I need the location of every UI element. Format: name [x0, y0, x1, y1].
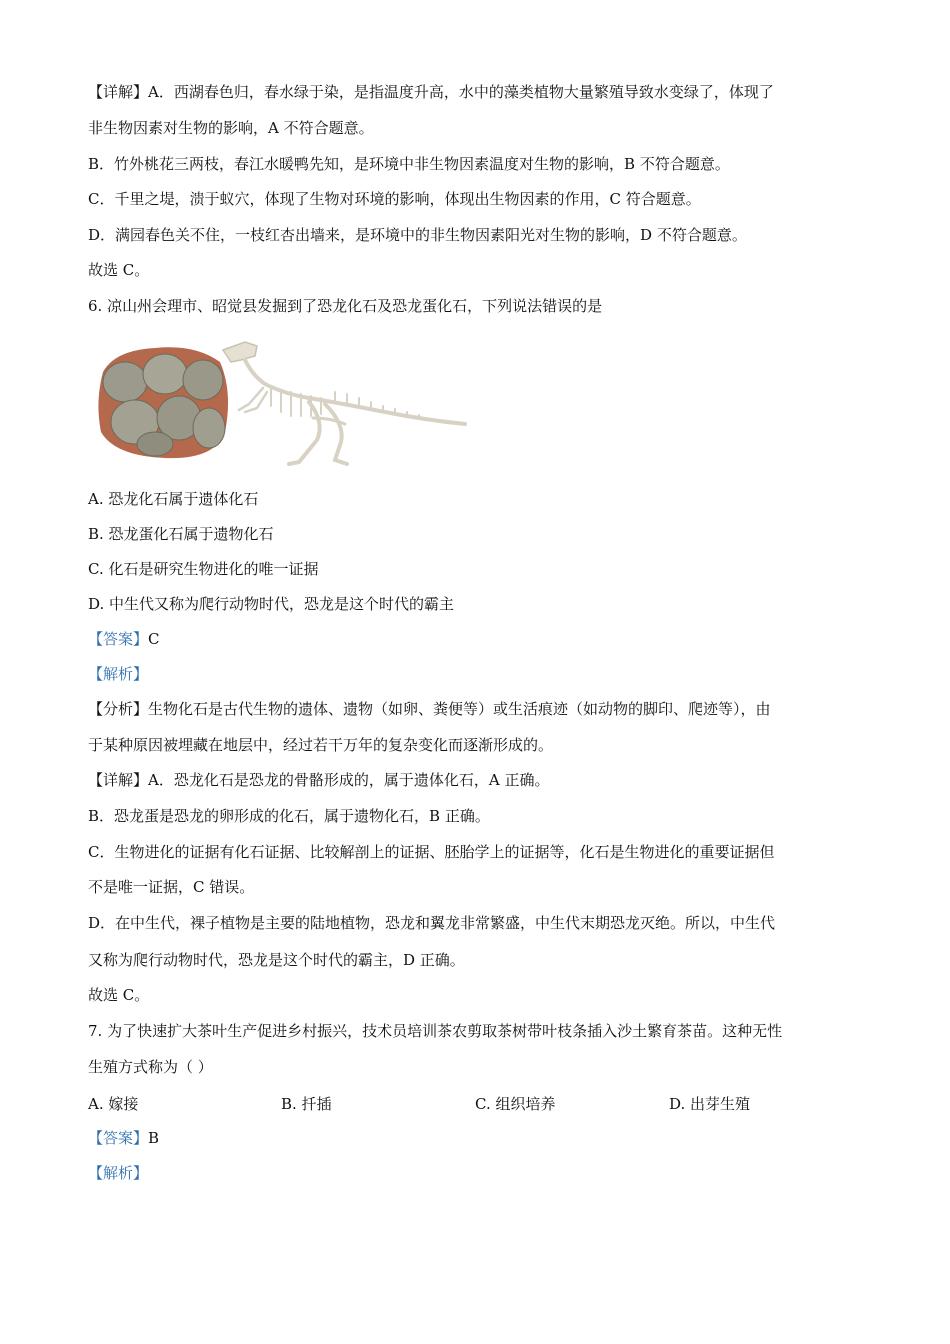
q6-detail-c1: C．生物进化的证据有化石证据、比较解剖上的证据、胚胎学上的证据等，化石是生物进化的重要证据但 [88, 843, 775, 861]
q6-detail-b: B．恐龙蛋是恐龙的卵形成的化石，属于遗物化石，B 正确。 [88, 807, 490, 825]
q7-options [88, 1093, 868, 1113]
q7-option-d: D. 出芽生殖 [669, 1095, 751, 1113]
q7-option-a: A. 嫁接 [88, 1095, 139, 1113]
q6-detail-a: 【详解】A．恐龙化石是恐龙的骨骼形成的，属于遗体化石，A 正确。 [88, 771, 550, 789]
answer-tag: 【答案】 [88, 1129, 149, 1147]
q5-detail-line1: 【详解】A．西湖春色归，春水绿于染，是指温度升高，水中的藻类植物大量繁殖导致水变绿了，体现了 [88, 83, 774, 101]
dinosaur-fossil-figure [95, 332, 470, 467]
q7-answer [88, 1128, 159, 1148]
q5-detail-c: C．千里之堤，溃于蚁穴，体现了生物对环境的影响，体现出生物因素的作用，C 符合题意。 [88, 190, 701, 208]
dinosaur-skeleton-image [223, 342, 465, 464]
q7-analysis-tag: 【解析】 [88, 1164, 149, 1182]
answer-value: B [148, 1129, 160, 1147]
detail-tag: 【详解】 [88, 83, 149, 101]
q6-answer [88, 629, 160, 649]
q6-fenxi-line1: 【分析】生物化石是古代生物的遗体、遗物（如卵、粪便等）或生活痕迹（如动物的脚印、爬迹等），由 [88, 700, 771, 718]
q6-detail-d2: 又称为爬行动物时代，恐龙是这个时代的霸主，D 正确。 [88, 951, 465, 969]
detail-tag: 【详解】 [88, 771, 149, 789]
q5-detail-b: B．竹外桃花三两枝，春江水暖鸭先知，是环境中非生物因素温度对生物的影响，B 不符合题意。 [88, 155, 730, 173]
answer-tag: 【答案】 [88, 630, 149, 648]
q7-option-c: C. 组织培养 [475, 1095, 556, 1113]
answer-value: C [148, 630, 160, 648]
q6-stem: 6. 凉山州会理市、昭觉县发掘到了恐龙化石及恐龙蛋化石，下列说法错误的是 [88, 297, 603, 315]
q7-stem-line1: 7. 为了快速扩大茶叶生产促进乡村振兴，技术员培训茶农剪取茶树带叶枝条插入沙土繁育茶苗。这种无性 [88, 1022, 783, 1040]
q6-detail-c2: 不是唯一证据，C 错误。 [88, 878, 255, 896]
q6-option-a: A. 恐龙化石属于遗体化石 [88, 490, 259, 508]
q6-conclusion: 故选 C。 [88, 986, 150, 1004]
q7-option-b: B. 扦插 [281, 1095, 332, 1113]
fenxi-tag: 【分析】 [88, 700, 149, 718]
q6-option-d: D. 中生代又称为爬行动物时代，恐龙是这个时代的霸主 [88, 595, 455, 613]
q5-conclusion: 故选 C。 [88, 261, 150, 279]
q5-detail-d: D．满园春色关不住，一枝红杏出墙来，是环境中的非生物因素阳光对生物的影响，D 不符合题意。 [88, 226, 747, 244]
q7-stem-line2: 生殖方式称为（ ） [88, 1058, 213, 1076]
q6-analysis-tag: 【解析】 [88, 665, 149, 683]
q6-detail-d1: D．在中生代，裸子植物是主要的陆地植物，恐龙和翼龙非常繁盛，中生代末期恐龙灭绝。所以，中生代 [88, 914, 776, 932]
q5-detail-line2: 非生物因素对生物的影响，A 不符合题意。 [88, 119, 374, 137]
dinosaur-egg-fossil-image [98, 347, 228, 458]
q6-fenxi-line2: 于某种原因被埋藏在地层中，经过若干万年的复杂变化而逐渐形成的。 [88, 736, 554, 754]
q6-option-c: C. 化石是研究生物进化的唯一证据 [88, 560, 319, 578]
q6-option-b: B. 恐龙蛋化石属于遗物化石 [88, 525, 274, 543]
